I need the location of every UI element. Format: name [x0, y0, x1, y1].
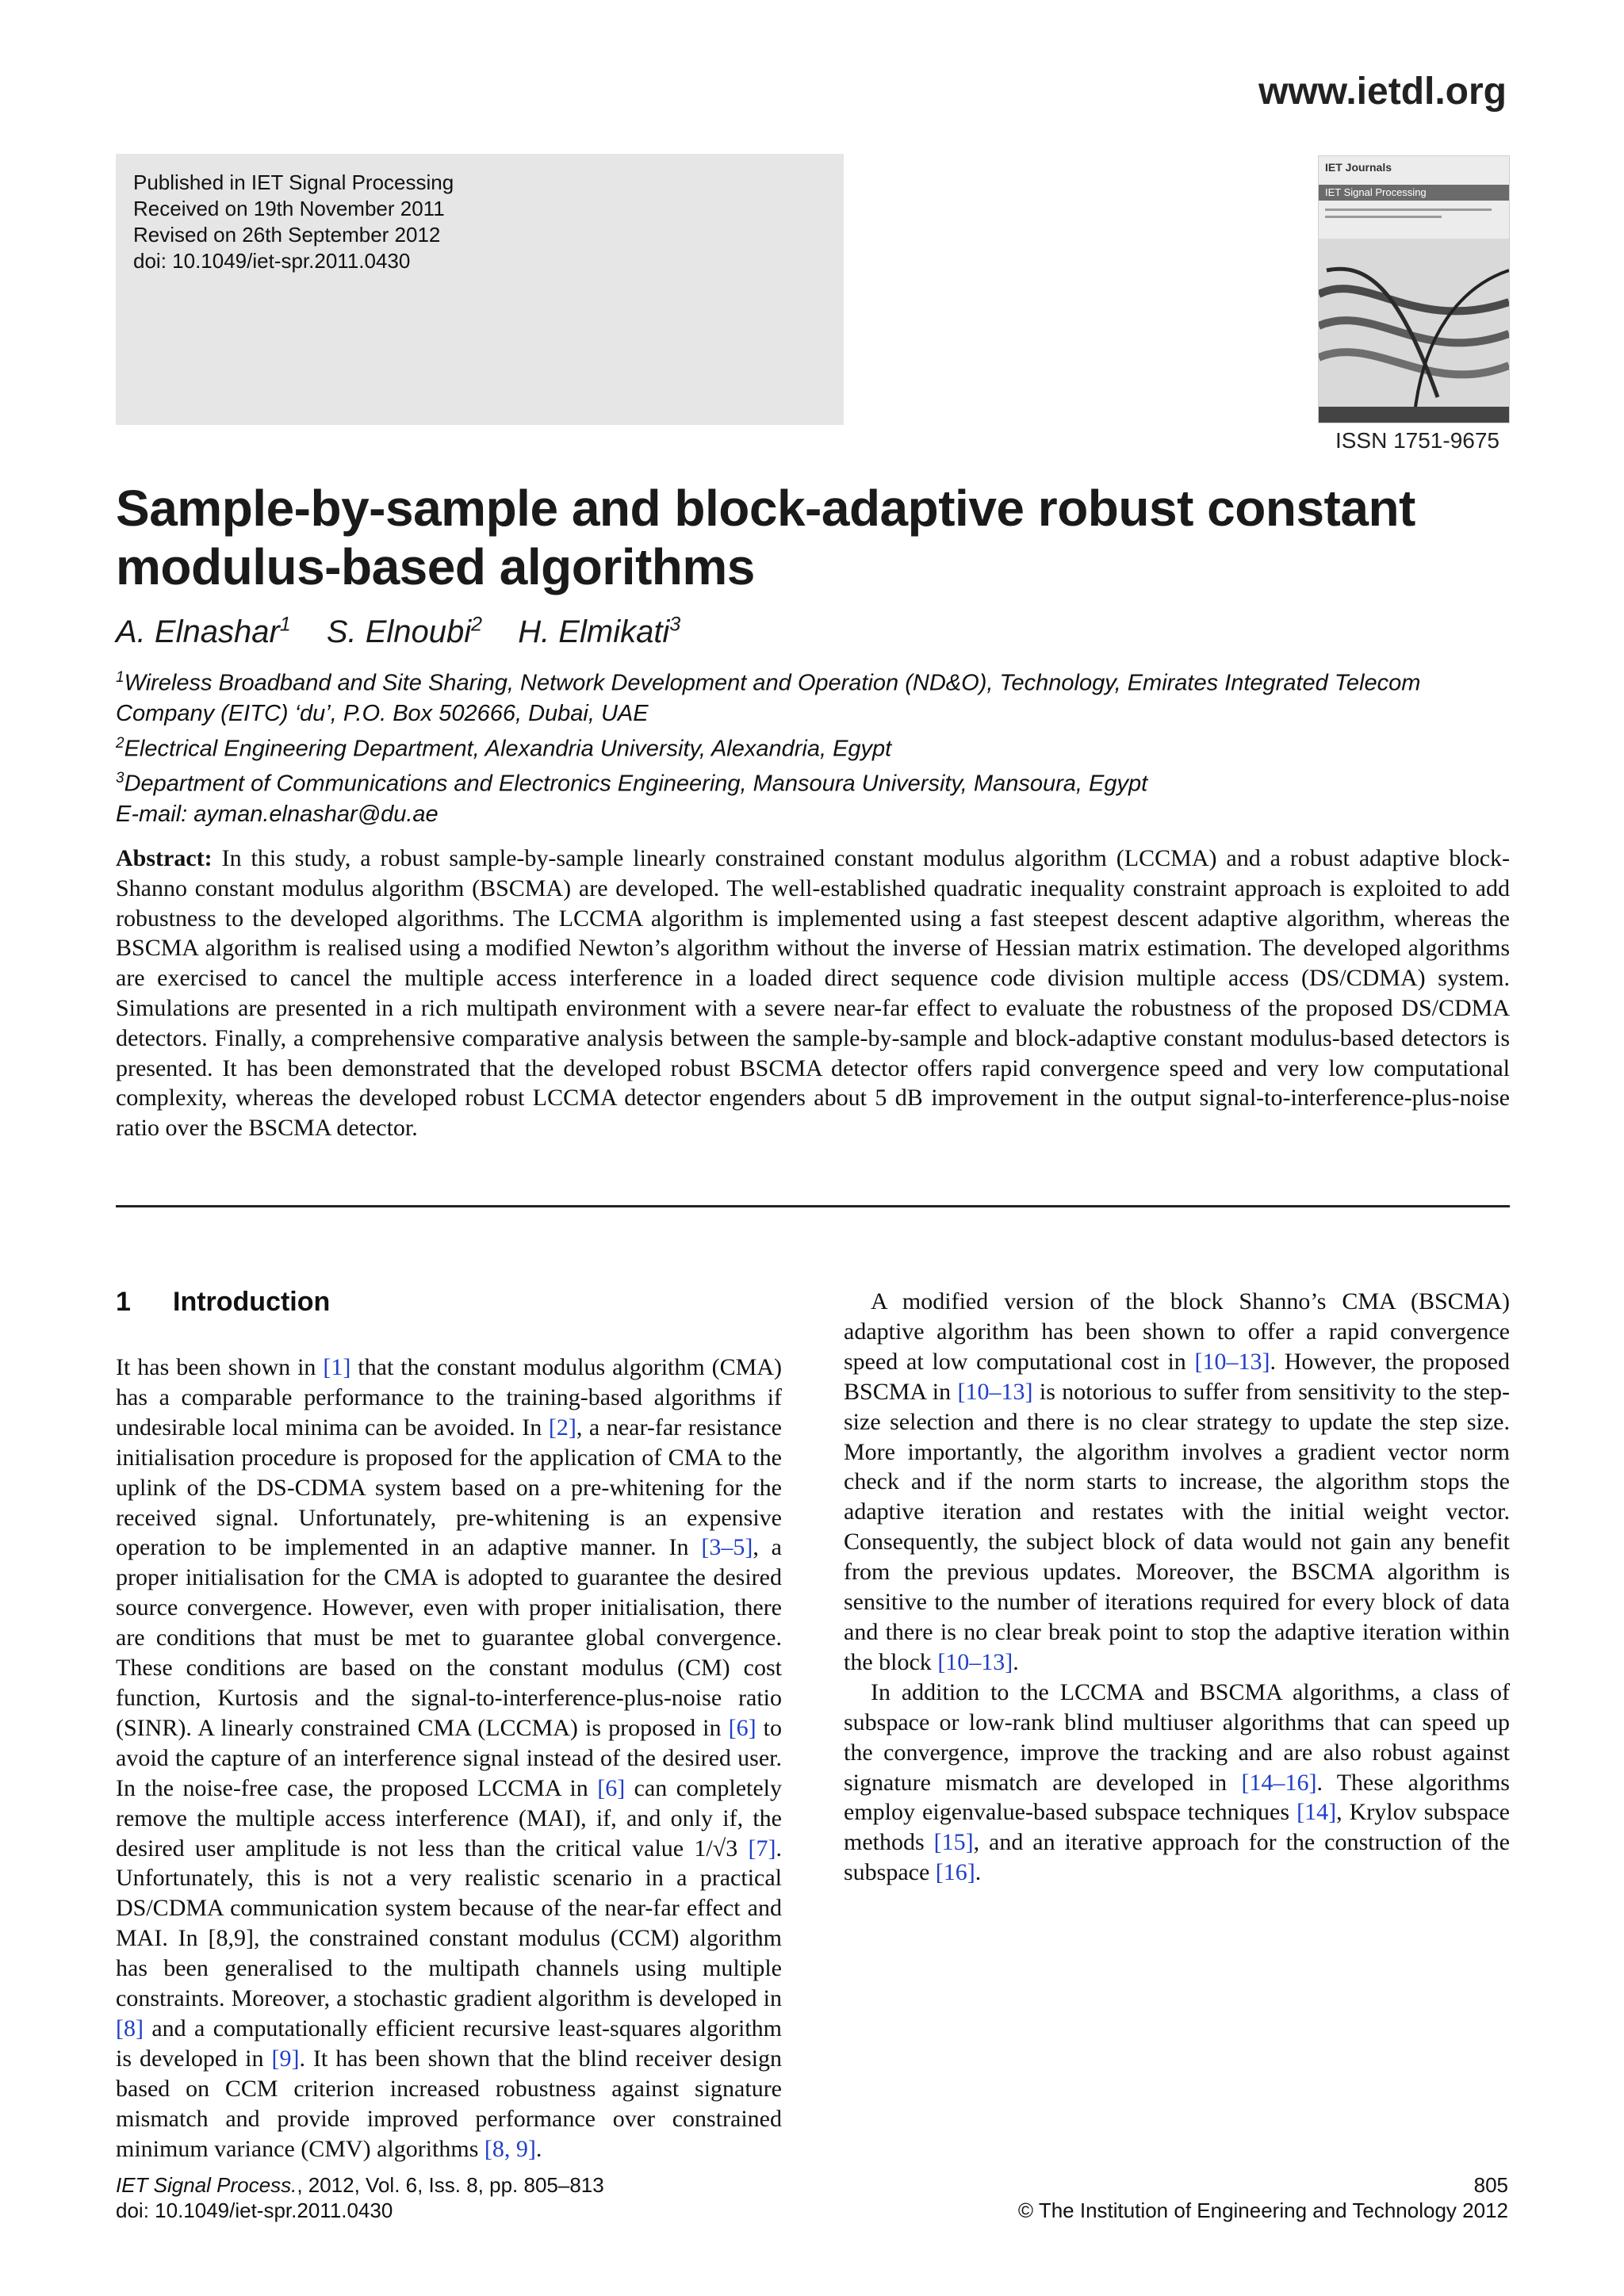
- text-run: to avoid the capture of an interference signal instead of the desired user. In the noise-free case, the proposed LCCMA in: [116, 1714, 782, 1801]
- author-name: H. Elmikati: [518, 614, 670, 650]
- author: [116, 614, 291, 649]
- text-run: that the constant modulus algorithm (CMA) has a comparable performance to the training-based algorithms if undesirable local minima can be avoided. In: [116, 1354, 782, 1441]
- citation-link[interactable]: [10–13]: [1194, 1348, 1270, 1375]
- intro-paragraph-2: [844, 1287, 1510, 1678]
- author-name: S. Elnoubi: [326, 614, 472, 650]
- affiliation-text: Department of Communications and Electronics Engineering, Mansoura University, Mansoura, Egypt: [124, 771, 1148, 797]
- publication-info-box: [116, 154, 844, 425]
- citation-link[interactable]: [9]: [271, 2045, 300, 2072]
- citation-link[interactable]: [7]: [748, 1835, 776, 1862]
- section-heading: [116, 1286, 782, 1318]
- site-url[interactable]: www.ietdl.org: [1258, 71, 1507, 113]
- text-run: It has been shown in: [116, 1354, 324, 1380]
- citation-link[interactable]: [3–5]: [701, 1534, 753, 1561]
- affiliation-mark: 1: [116, 669, 124, 686]
- text-run: can completely remove the multiple access interference (MAI), if, and only if, the desired user amplitude is not less than the critical value 1/√3: [116, 1774, 783, 1862]
- abstract-text: In this study, a robust sample-by-sample linearly constrained constant modulus algorithm (LCCMA) and a robust adaptive block-Shanno constant modulus algorithm (BSCMA) are developed. The well-established quadratic inequality constraint approach is exploited to add robustness to the developed algorithms. The LCCMA algorithm is implemented using a fast steepest descent adaptive algorithm, whereas the BSCMA algorithm is realised using a modified Newton’s algorithm without the inverse of Hessian matrix estimation. The developed algorithms are exercised to cancel the multiple access interference in a loaded direct sequence code division multiple access (DS/CDMA) system. Simulations are presented in a rich multipath environment with a severe near-far effect to evaluate the robustness of the proposed DS/CDMA detectors. Finally, a comprehensive comparative analysis between the sample-by-sample and block-adaptive constant modulus-based detectors is presented. It has been demonstrated that the developed robust BSCMA detector offers rapid convergence speed and very low computational complexity, whereas the developed robust LCCMA detector engenders about 5 dB improvement in the output signal-to-interference-plus-noise ratio over the BSCMA detector.: [116, 845, 1511, 1142]
- footer-doi: doi: 10.1049/iet-spr.2011.0430: [116, 2198, 393, 2222]
- doi: doi: 10.1049/iet-spr.2011.0430: [133, 249, 411, 273]
- author: [518, 614, 680, 649]
- copyright: © The Institution of Engineering and Technology 2012: [1017, 2198, 1508, 2222]
- text-run: .: [535, 2135, 542, 2162]
- text-run: A modified version of the block Shanno’s CMA (BSCMA) adaptive algorithm has been shown to offer a rapid convergence speed at low computational cost in: [844, 1288, 1510, 1375]
- abstract: [116, 844, 1510, 1143]
- text-run: . It has been shown that the blind receiver design based on CCM criterion increased robustness against signature mismatch and provide improved performance over constrained minimum variance (CMV) algorithms: [116, 2045, 782, 2162]
- citation-link[interactable]: [10–13]: [957, 1378, 1033, 1405]
- cover-subtitle-lines: [1325, 209, 1492, 231]
- cover-artwork: [1319, 239, 1509, 423]
- affiliations: [116, 663, 1511, 829]
- citation-link[interactable]: [10–13]: [937, 1648, 1013, 1675]
- affiliation: [116, 729, 1511, 764]
- section-title: Introduction: [173, 1287, 331, 1317]
- text-run: .: [975, 1859, 982, 1886]
- journal-cover-image: [1318, 155, 1510, 423]
- author-list: [116, 614, 707, 650]
- citation-link[interactable]: [16]: [935, 1859, 975, 1886]
- text-run: , Krylov subspace methods: [844, 1799, 1510, 1856]
- corresponding-email[interactable]: E-mail: ayman.elnashar@du.ae: [116, 801, 439, 827]
- footer-citation: [116, 2172, 604, 2223]
- footer-right: [1018, 2172, 1508, 2223]
- body-column-right: [844, 1287, 1510, 1888]
- citation-link[interactable]: [14]: [1297, 1799, 1337, 1826]
- author-affil-mark: 3: [669, 614, 681, 636]
- published-in: Published in IET Signal Processing: [133, 170, 454, 194]
- affiliation: [116, 763, 1511, 799]
- section-divider: [116, 1205, 1510, 1207]
- affiliation-mark: 2: [116, 734, 124, 752]
- section-number: 1: [116, 1287, 131, 1317]
- received-date: Received on 19th November 2011: [133, 197, 445, 220]
- affiliation-text: Electrical Engineering Department, Alexandria University, Alexandria, Egypt: [124, 736, 892, 762]
- body-column-left: [116, 1286, 782, 2164]
- citation-link[interactable]: [6]: [597, 1774, 626, 1801]
- text-run: and a computationally efficient recursive least-squares algorithm is developed in: [116, 2015, 782, 2072]
- text-run: , a near-far resistance initialisation procedure is proposed for the application of CMA to the uplink of the DS-CDMA system based on a pre-whitening for the received signal. Unfortunately, pre-whitening is an expensive operation to be implemented in an adaptive manner. In: [116, 1414, 782, 1561]
- text-run: . However, the proposed BSCMA in: [844, 1348, 1510, 1405]
- text-run: . These algorithms employ eigenvalue-based subspace techniques: [844, 1769, 1510, 1826]
- cover-brand: IET Journals: [1325, 161, 1392, 174]
- affiliation: [116, 663, 1511, 729]
- cover-journal-name: IET Signal Processing: [1325, 186, 1427, 198]
- footer-journal-name: IET Signal Process.: [116, 2173, 297, 2197]
- affiliation-text: Wireless Broadband and Site Sharing, Network Development and Operation (ND&O), Technology, Emirates Integrated Telecom Company (EITC) ‘du’, P.O. Box 502666, Dubai, UAE: [116, 670, 1421, 726]
- text-run: , a proper initialisation for the CMA is adopted to guarantee the desired source convergence. However, even with proper initialisation, there are conditions that must be met to guarantee global convergence. These conditions are based on the constant modulus (CM) cost function, Kurtosis and the signal-to-interference-plus-noise ratio (SINR). A linearly constrained CMA (LCCMA) is proposed in: [116, 1534, 782, 1741]
- text-run: is notorious to suffer from sensitivity to the step-size selection and there is no clear strategy to update the step size. More importantly, the algorithm involves a gradient vector norm check and if the norm starts to increase, the algorithm stops the adaptive iteration and restates with the initial weight vector. Consequently, the subject block of data would not gain any benefit from the previous updates. Moreover, the BSCMA algorithm is sensitive to the number of iterations required for every block of data and there is no clear break point to stop the adaptive iteration within the block: [844, 1378, 1510, 1675]
- author-name: A. Elnashar: [116, 614, 280, 650]
- affiliation-mark: 3: [116, 770, 124, 787]
- text-run: . Unfortunately, this is not a very realistic scenario in a practical DS/CDMA communication system because of the near-far effect and MAI. In [8,9], the constrained constant modulus (CCM) algorithm has been generalised to the multipath channels using multiple constraints. Moreover, a stochastic gradient algorithm is developed in: [116, 1835, 782, 2012]
- text-run: In addition to the LCCMA and BSCMA algorithms, a class of subspace or low-rank blind multiuser algorithms that can speed up the convergence, improve the tracking and are also robust against signature mismatch are developed in: [844, 1678, 1510, 1796]
- author-affil-mark: 2: [471, 614, 483, 636]
- citation-link[interactable]: [6]: [728, 1714, 756, 1741]
- citation-link[interactable]: [14–16]: [1241, 1769, 1317, 1796]
- footer-volume-info: , 2012, Vol. 6, Iss. 8, pp. 805–813: [297, 2173, 604, 2197]
- citation-link[interactable]: [8]: [116, 2015, 144, 2042]
- abstract-label: Abstract:: [116, 845, 213, 871]
- author: [327, 614, 482, 649]
- text-run: .: [1013, 1648, 1019, 1675]
- citation-link[interactable]: [2]: [548, 1414, 576, 1441]
- footer-journal: [116, 2172, 604, 2198]
- intro-paragraph-1: [116, 1353, 782, 2164]
- citation-link[interactable]: [15]: [933, 1829, 974, 1856]
- citation-link[interactable]: [1]: [323, 1354, 351, 1380]
- citation-link[interactable]: [8, 9]: [484, 2135, 536, 2162]
- text-run: , and an iterative approach for the construction of the subspace: [844, 1829, 1510, 1886]
- revised-date: Revised on 26th September 2012: [133, 223, 441, 247]
- intro-paragraph-3: [844, 1678, 1510, 1888]
- issn: ISSN 1751-9675: [1335, 428, 1500, 453]
- page-number: 805: [1473, 2173, 1508, 2197]
- author-affil-mark: 1: [279, 614, 291, 636]
- paper-title: Sample-by-sample and block-adaptive robust constant modulus-based algorithms: [116, 480, 1415, 595]
